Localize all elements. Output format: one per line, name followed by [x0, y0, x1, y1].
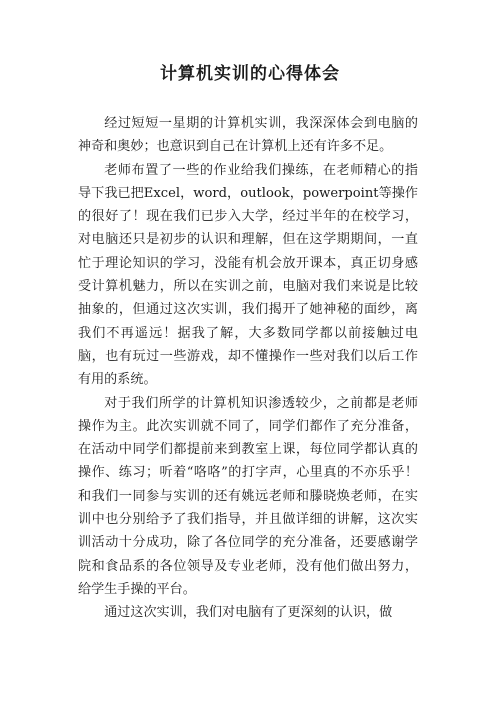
paragraph: 经过短短一星期的计算机实训，我深深体会到电脑的神奇和奥妙；也意识到自己在计算机上还有许多不足。 [78, 116, 418, 155]
paragraph: 对于我们所学的计算机知识渗透较少，之前都是老师操作为主。此次实训就不同了，同学们都作了充分准备，在活动中同学们都提前来到教室上课，每位同学都认真的操作、练习；听着“咯咯”的打字声，心里真的不亦乐乎！和我们一同参与实训的还有姚远老师和滕晓焕老师，在实训中也分别给予了我们指导，并且做详细的讲解，这次实训活动十分成功，除了各位同学的充分准备，还要感谢学院和食品系的各位领导及专业老师，没有他们做出努力，给学生手操的平台。 [78, 395, 418, 597]
document-title: 计算机实训的心得体会 [160, 64, 340, 84]
paragraph: 通过这次实训，我们对电脑有了更深刻的认识，做 [104, 605, 393, 621]
document-body [78, 112, 418, 625]
paragraph: 老师布置了一些的作业给我们操练，在老师精心的指导下我已把Excel，word，outlook，powerpoint等操作的很好了！现在我们已步入大学，经过半年的在校学习，对电脑还只是初步的认识和理解，但在这学期期间，一直忙于理论知识的学习，没能有机会放开课本，真正切身感受计算机魅力，所以在实训之前，电脑对我们来说是比较抽象的，但通过这次实训，我们揭开了她神秘的面纱，离我们不再遥远！据我了解，大多数同学都以前接触过电脑，也有玩过一些游戏，却不懂操作一些对我们以后工作有用的系统。 [78, 162, 418, 388]
